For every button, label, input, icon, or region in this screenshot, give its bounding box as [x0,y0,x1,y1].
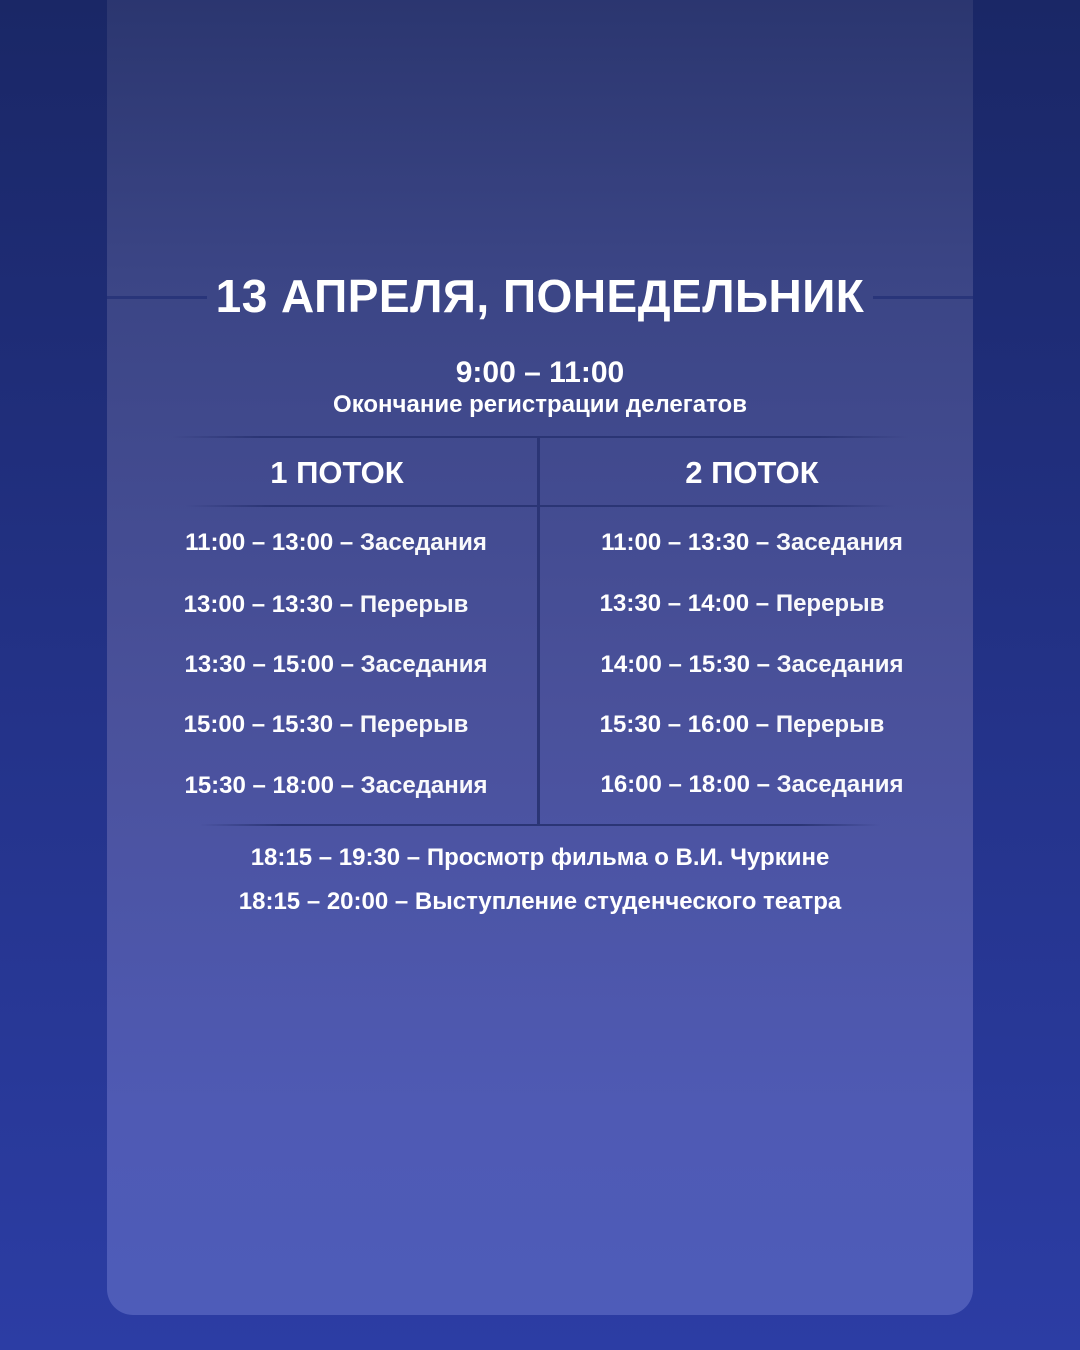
row-time: 11:00 – 13:00 [185,529,334,556]
row-time: 13:30 – 14:00 [599,590,750,617]
row-time: 15:00 – 15:30 [183,711,334,738]
row-time: 11:00 – 13:30 [601,529,750,556]
row-separator: – [333,529,360,556]
row-time: 15:30 – 18:00 [184,772,334,799]
stream-1-row [156,770,516,802]
row-separator: – [333,651,361,678]
title-divider-right [873,296,973,299]
stream-column-divider [537,437,540,826]
stream-2-row [572,769,932,801]
registration-time: 9:00 – 11:00 [455,356,625,389]
row-label: Заседания [776,651,904,678]
row-label: Перерыв [359,591,469,618]
row-label: Заседания [775,529,903,556]
event-time: 18:15 – 19:30 [250,844,401,871]
registration-text: Окончание регистрации делегатов [333,391,747,418]
row-label: Перерыв [775,590,885,617]
stream-2-row [572,649,932,681]
row-label: Заседания [360,772,488,799]
stream-1-row [146,709,506,741]
stream-1-heading: 1 ПОТОК [270,455,404,490]
stream-2-row [572,527,932,559]
event-label: Просмотр фильма о В.И. Чуркине [426,844,830,871]
stream-1-row [156,649,516,681]
row-separator: – [333,772,361,799]
row-time: 13:30 – 15:00 [184,651,334,678]
row-time: 13:00 – 13:30 [183,591,334,618]
row-separator: – [749,590,776,617]
evening-event [0,842,1080,874]
event-time: 18:15 – 20:00 [238,888,389,915]
row-separator: – [749,529,776,556]
table-bottom-divider [200,824,880,826]
row-separator: – [749,711,776,738]
row-label: Перерыв [359,711,469,738]
table-header-divider [185,505,895,507]
row-label: Заседания [776,771,904,798]
row-separator: – [333,591,360,618]
event-separator: – [388,888,415,915]
row-separator: – [333,711,360,738]
stream-2-row [562,588,922,620]
row-time: 15:30 – 16:00 [599,711,750,738]
row-label: Заседания [359,529,487,556]
row-separator: – [749,651,777,678]
stream-2-heading: 2 ПОТОК [685,455,819,490]
row-time: 14:00 – 15:30 [600,651,750,678]
row-label: Заседания [360,651,488,678]
page-title: 13 АПРЕЛЯ, ПОНЕДЕЛЬНИК [215,270,865,322]
evening-event [0,886,1080,918]
stream-1-row [146,589,506,621]
event-separator: – [400,844,427,871]
title-row [107,268,973,328]
table-top-divider [172,436,908,438]
stream-2-row [562,709,922,741]
stream-1-row [156,527,516,559]
row-label: Перерыв [775,711,885,738]
row-time: 16:00 – 18:00 [600,771,750,798]
event-label: Выступление студенческого театра [414,888,842,915]
row-separator: – [749,771,777,798]
